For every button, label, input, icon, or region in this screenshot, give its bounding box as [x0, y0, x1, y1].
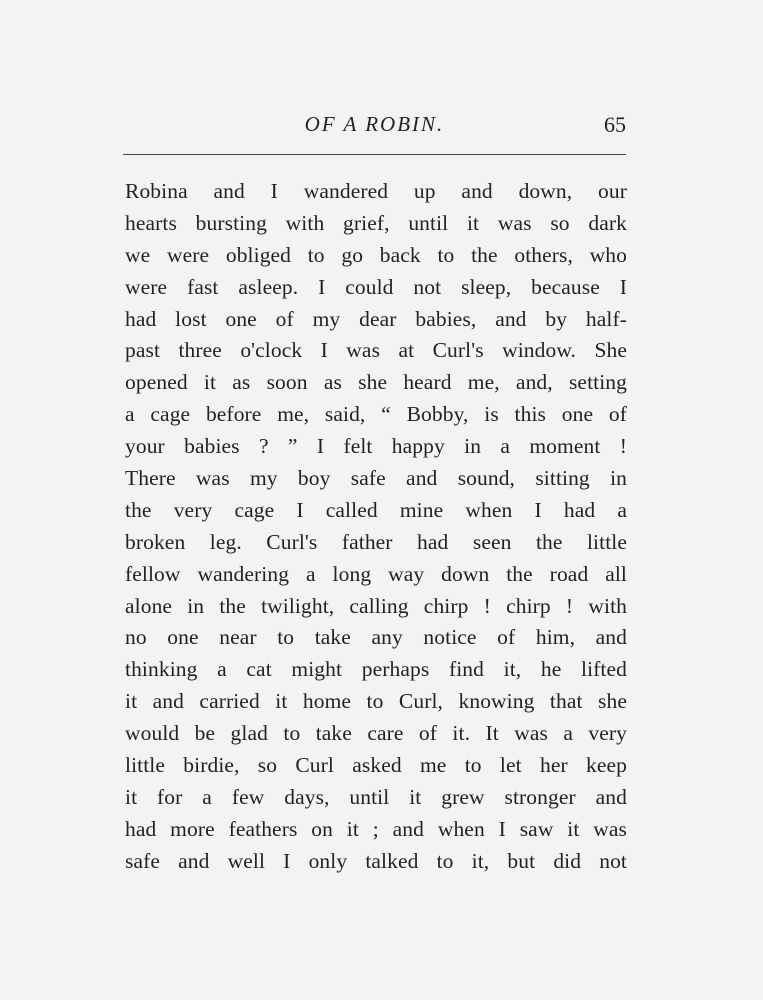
text-line: opened it as soon as she heard me, and, setting	[125, 370, 627, 395]
text-line: alone in the twilight, calling chirp ! chirp ! with	[125, 593, 627, 618]
text-line: There was my boy safe and sound, sitting in	[125, 466, 627, 491]
text-line: would be glad to take care of it. It was a very	[125, 721, 627, 746]
text-line: hearts bursting with grief, until it was so dark	[125, 210, 627, 235]
text-line: safe and well I only talked to it, but did not	[125, 848, 627, 873]
text-line: had lost one of my dear babies, and by half-	[125, 306, 627, 331]
text-line: the very cage I called mine when I had a	[125, 497, 627, 522]
text-line: had more feathers on it ; and when I saw it was	[125, 816, 627, 841]
text-line: were fast asleep. I could not sleep, because I	[125, 274, 627, 299]
text-line: it and carried it home to Curl, knowing that she	[125, 689, 627, 714]
text-line: fellow wandering a long way down the road all	[125, 561, 627, 586]
running-title: OF A ROBIN.	[304, 112, 445, 136]
text-line: we were obliged to go back to the others, who	[125, 242, 627, 267]
body-text	[125, 176, 627, 878]
text-line: little birdie, so Curl asked me to let her keep	[125, 753, 627, 778]
text-line: your babies ? ” I felt happy in a moment !	[125, 434, 627, 459]
page-header	[123, 112, 626, 144]
text-line: broken leg. Curl's father had seen the little	[125, 529, 627, 554]
text-line: it for a few days, until it grew stronger and	[125, 784, 627, 809]
header-rule	[123, 154, 626, 155]
text-line: a cage before me, said, “ Bobby, is this one of	[125, 402, 627, 427]
text-line: thinking a cat might perhaps find it, he lifted	[125, 657, 627, 682]
page-number: 65	[604, 112, 626, 137]
text-line: no one near to take any notice of him, and	[125, 625, 627, 650]
text-line: past three o'clock I was at Curl's window. She	[125, 338, 627, 363]
text-line: Robina and I wandered up and down, our	[125, 179, 627, 203]
